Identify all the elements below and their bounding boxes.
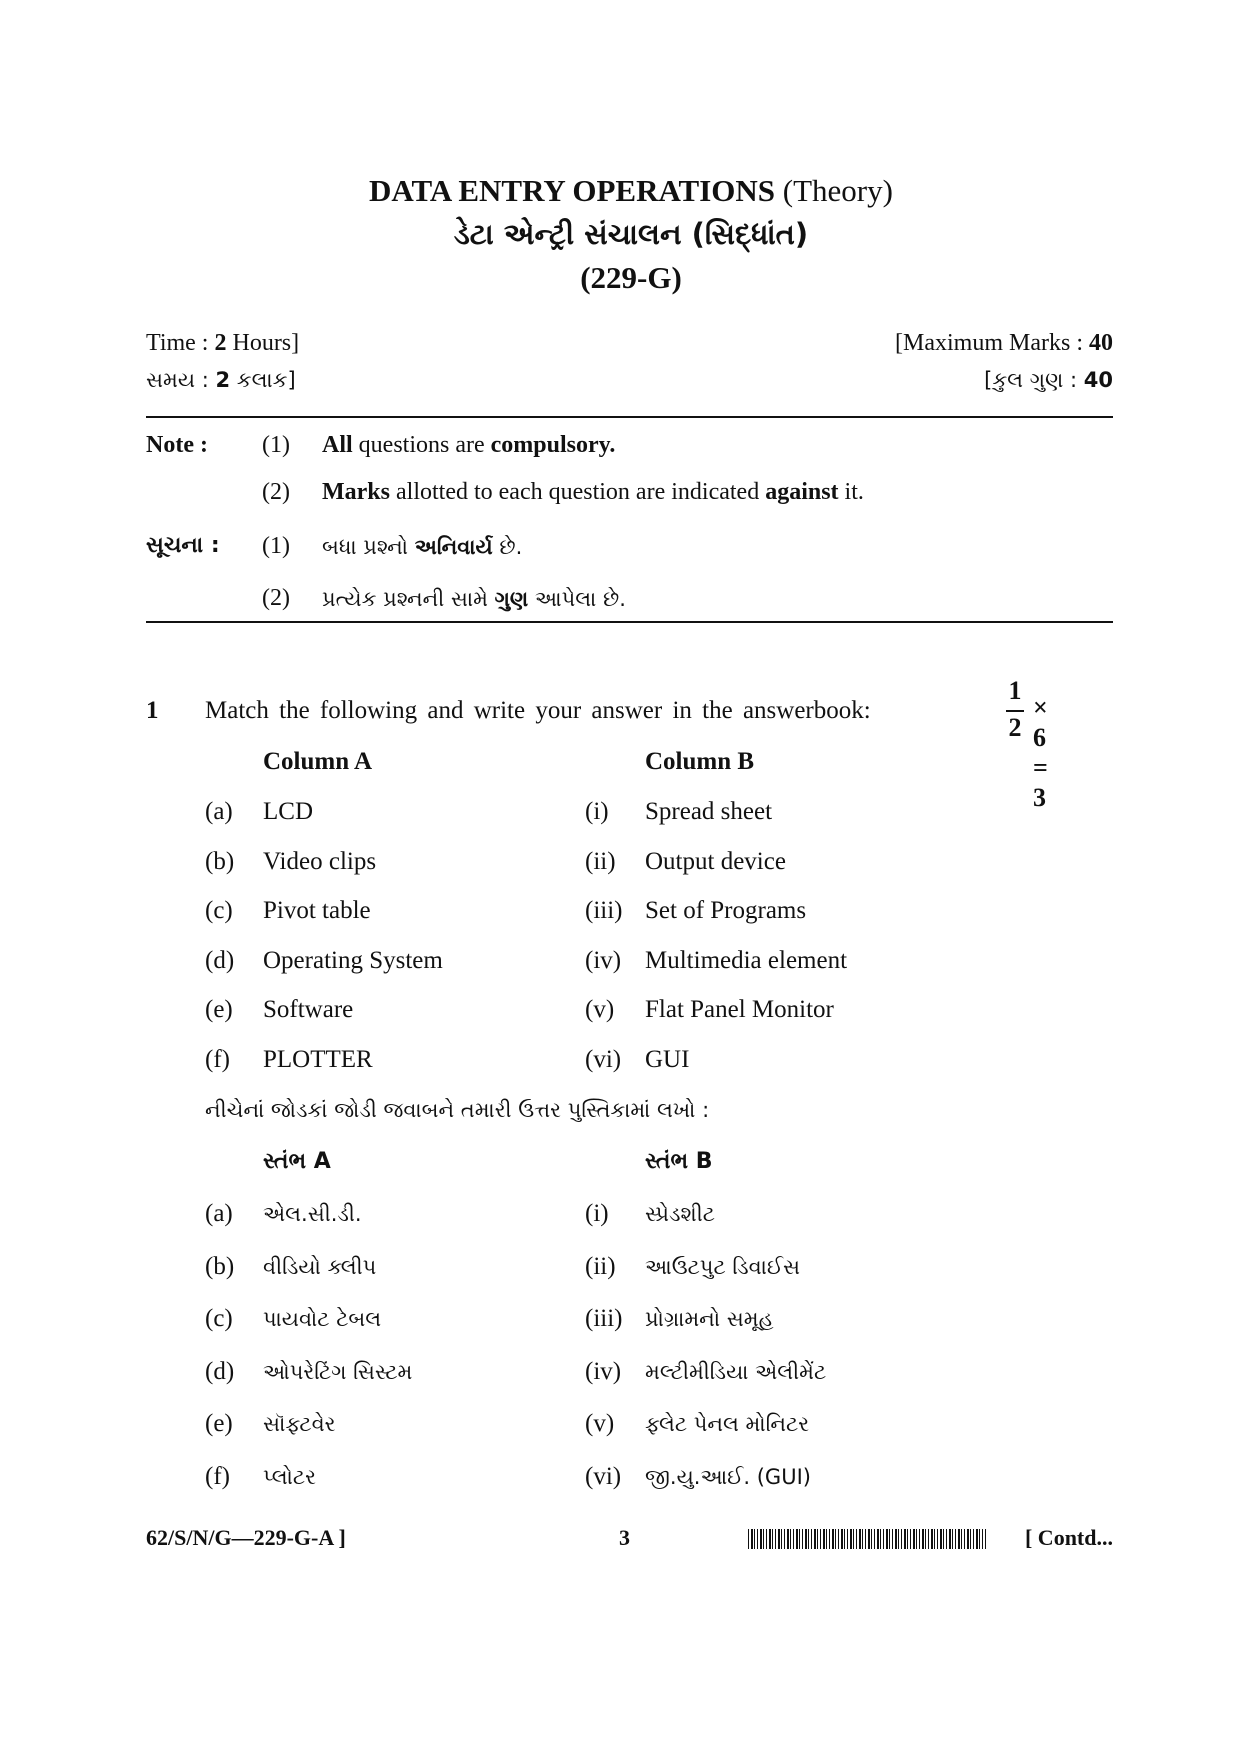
row-b-text: Output device: [645, 847, 786, 875]
row-b-label: (ii): [585, 847, 616, 875]
note-1-number: (1): [262, 432, 290, 458]
row-a-label: (f): [205, 1462, 230, 1490]
row-a-label: (b): [205, 1252, 235, 1280]
maximum-marks-gujarati: [કુલ ગુણ : 40: [984, 368, 1113, 392]
row-a-label: (c): [205, 897, 233, 924]
note-gu-2-text: પ્રત્યેક પ્રશ્નની સામે ગુણ આપેલા છે.: [322, 587, 626, 611]
paper-title-gujarati: ડેટા એન્ટ્રી સંચાલન (સિદ્ધાંત): [453, 217, 809, 251]
row-b-label: (iii): [585, 897, 623, 924]
row-a-text: પાયવોટ ટેબલ: [263, 1307, 382, 1331]
row-a-text: એલ.સી.ડી.: [263, 1202, 362, 1226]
note-label-gujarati: સૂચના :: [146, 533, 220, 558]
row-b-label: (vi): [585, 1462, 622, 1490]
time-allowed-gujarati: સમય : 2 કલાક]: [146, 368, 296, 392]
row-a-text: Operating System: [263, 946, 443, 974]
row-b-text: જી.યુ.આઈ. (GUI): [645, 1464, 811, 1489]
note-2-number: (2): [262, 479, 290, 505]
row-b-label: (v): [585, 1410, 615, 1437]
note-gu-1-number: (1): [262, 533, 290, 559]
row-b-text: ફ્લેટ પેનલ મોનિટર: [645, 1412, 810, 1436]
question-text-gujarati: નીચેનાં જોડકાં જોડી જવાબને તમારી ઉત્તર પુસ્તિકામાં લખો :: [205, 1098, 710, 1122]
row-a-text: વીડિયો ક્લીપ: [263, 1254, 377, 1279]
row-b-text: Spread sheet: [645, 798, 773, 825]
row-b-text: પ્રોગ્રામનો સમૂહ: [645, 1307, 774, 1331]
row-b-text: સ્પ્રેડશીટ: [645, 1202, 715, 1226]
note-gu-2-number: (2): [262, 585, 290, 611]
row-b-label: (v): [585, 996, 615, 1023]
footer-paper-code: 62/S/N/G—229-G-A ]: [146, 1525, 346, 1550]
row-a-label: (a): [205, 798, 233, 825]
row-a-label: (e): [205, 996, 233, 1023]
row-a-label: (a): [205, 1200, 233, 1227]
row-b-label: (vi): [585, 1045, 622, 1073]
row-a-text: સૉફ્ટવેર: [263, 1412, 336, 1436]
marks-numerator: 1: [1008, 676, 1022, 705]
row-a-text: Video clips: [263, 847, 377, 875]
row-b-text: Flat Panel Monitor: [645, 996, 834, 1023]
row-b-label: (i): [585, 798, 609, 825]
note-gu-1-text: બધા પ્રશ્નો અનિવાર્ય છે.: [322, 535, 523, 559]
marks-total: × 6 = 3: [1033, 693, 1048, 812]
column-a-heading: Column A: [263, 748, 373, 775]
row-a-text: પ્લોટર: [263, 1464, 316, 1489]
question-text: Match the following and write your answer in the answerbook:: [205, 697, 871, 724]
note-1-text: All questions are compulsory.: [322, 432, 616, 458]
row-a-label: (f): [205, 1045, 230, 1073]
row-a-label: (c): [205, 1305, 233, 1332]
barcode: [748, 1529, 986, 1549]
row-b-text: Set of Programs: [645, 897, 807, 924]
paper-title: DATA ENTRY OPERATIONS (Theory): [369, 173, 893, 208]
row-b-text: Multimedia element: [645, 946, 848, 974]
paper-code: (229-G): [580, 260, 682, 295]
row-a-label: (d): [205, 1357, 235, 1385]
row-b-label: (iii): [585, 1305, 623, 1332]
row-a-text: LCD: [263, 798, 313, 825]
page-number: 3: [619, 1525, 630, 1550]
column-b-heading-gujarati: સ્તંભ B: [645, 1149, 713, 1174]
row-b-label: (iv): [585, 1357, 622, 1385]
continued-label: [ Contd...: [1024, 1525, 1113, 1550]
fraction-bar: [1006, 710, 1024, 712]
maximum-marks: [Maximum Marks : 40: [895, 330, 1113, 356]
column-a-heading-gujarati: સ્તંભ A: [263, 1149, 331, 1174]
note-label: Note :: [146, 432, 208, 458]
row-a-text: Software: [263, 996, 354, 1023]
time-allowed: Time : 2 Hours]: [146, 330, 300, 356]
row-a-text: Pivot table: [263, 897, 371, 924]
marks-denominator: 2: [1008, 713, 1022, 742]
divider-bottom: [146, 621, 1113, 623]
row-b-text: મલ્ટીમીડિયા એલીમેંટ: [645, 1359, 827, 1384]
row-b-text: આઉટપુટ ડિવાઈસ: [645, 1254, 801, 1279]
row-a-label: (d): [205, 946, 235, 974]
row-a-text: PLOTTER: [263, 1045, 373, 1073]
row-a-text: ઓપરેટિંગ સિસ્ટમ: [263, 1359, 413, 1384]
row-a-label: (e): [205, 1410, 233, 1437]
question-number: 1: [146, 697, 159, 724]
row-b-label: (i): [585, 1200, 609, 1227]
row-b-label: (iv): [585, 946, 622, 974]
row-b-label: (ii): [585, 1252, 616, 1280]
note-2-text: Marks allotted to each question are indicated against it.: [322, 479, 864, 505]
row-b-text: GUI: [645, 1045, 690, 1073]
row-a-label: (b): [205, 847, 235, 875]
column-b-heading: Column B: [645, 748, 755, 775]
divider-top: [146, 416, 1113, 418]
